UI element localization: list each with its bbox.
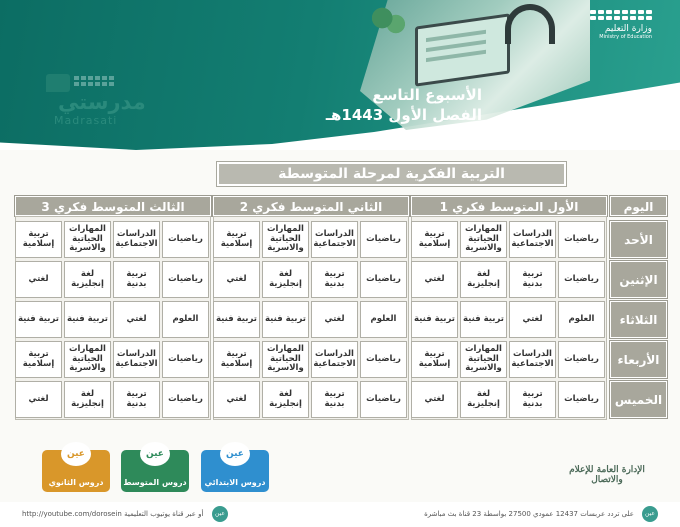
media-admin-logo: الإدارة العامة للإعلام والاتصال <box>569 465 645 485</box>
ain-youtube-icon: عين <box>212 506 228 522</box>
subject-cell: الدراسات الاجتماعية <box>113 221 160 258</box>
subject-cell: لغتي <box>113 301 160 338</box>
footer <box>0 502 680 527</box>
subject-cell: تربية بدنية <box>311 261 358 298</box>
subject-cell: تربية إسلامية <box>213 341 260 378</box>
subject-cell: لغتي <box>509 301 556 338</box>
secondary-lessons-label: دروس الثانوي <box>48 478 104 487</box>
week-title: الأسبوع التاسع <box>372 86 482 104</box>
subject-cell: الدراسات الاجتماعية <box>113 341 160 378</box>
group-header-grade2: الثاني المتوسط فكري 2 <box>213 196 409 216</box>
subject-cell: الدراسات الاجتماعية <box>509 341 556 378</box>
subject-cell: تربية فنية <box>460 301 507 338</box>
ministry-logo-mark <box>580 10 652 20</box>
subject-cell: رياضيات <box>360 261 407 298</box>
subject-cell: رياضيات <box>558 341 605 378</box>
subject-cell: المهارات الحياتية والاسرية <box>262 221 309 258</box>
group-header-grade1: الأول المتوسط فكري 1 <box>411 196 607 216</box>
subject-cell: لغة إنجليزية <box>262 381 309 418</box>
subject-cell: المهارات الحياتية والاسرية <box>262 341 309 378</box>
ain-logo-icon: عين <box>220 442 250 466</box>
day-label: الإثنين <box>610 261 667 298</box>
subject-cell: العلوم <box>558 301 605 338</box>
subject-cell: لغتي <box>213 381 260 418</box>
subject-cell: لغتي <box>411 381 458 418</box>
primary-lessons-channel[interactable] <box>201 450 269 492</box>
subject-cell: رياضيات <box>162 341 209 378</box>
subject-cell: رياضيات <box>360 341 407 378</box>
subject-cell: لغة إنجليزية <box>64 381 111 418</box>
middle-lessons-label: دروس المتوسط <box>123 478 187 487</box>
day-label: الأحد <box>610 221 667 258</box>
day-label: الأربعاء <box>610 341 667 378</box>
subject-cell: رياضيات <box>162 261 209 298</box>
subject-cell: العلوم <box>360 301 407 338</box>
ain-logo-icon: عين <box>140 442 170 466</box>
subject-cell: تربية بدنية <box>113 381 160 418</box>
subject-cell: تربية إسلامية <box>411 341 458 378</box>
subject-cell: الدراسات الاجتماعية <box>311 341 358 378</box>
subject-cell: تربية إسلامية <box>411 221 458 258</box>
ain-logo-icon: عين <box>61 442 91 466</box>
subject-cell: لغتي <box>311 301 358 338</box>
day-column-header: اليوم <box>610 196 667 216</box>
subject-cell: لغتي <box>411 261 458 298</box>
ministry-name-en: Ministry of Education <box>599 34 652 40</box>
ain-tv-icon: عين <box>642 506 658 522</box>
subject-cell: تربية بدنية <box>509 261 556 298</box>
schedule-title: التربية الفكرية لمرحلة المتوسطة <box>217 162 566 186</box>
subject-cell: المهارات الحياتية والاسرية <box>64 341 111 378</box>
subject-cell: لغة إنجليزية <box>460 261 507 298</box>
ministry-name-ar: وزارة التعليم <box>604 24 652 34</box>
subject-cell: تربية إسلامية <box>15 221 62 258</box>
subject-cell: تربية فنية <box>64 301 111 338</box>
subject-cell: رياضيات <box>558 381 605 418</box>
subject-cell: رياضيات <box>360 221 407 258</box>
subject-cell: تربية إسلامية <box>213 221 260 258</box>
subject-cell: المهارات الحياتية والاسرية <box>460 341 507 378</box>
subject-cell: تربية بدنية <box>311 381 358 418</box>
subject-cell: رياضيات <box>558 221 605 258</box>
madrasati-name-ar: مدرستي <box>58 90 146 114</box>
subject-cell: رياضيات <box>162 221 209 258</box>
day-label: الخميس <box>610 381 667 418</box>
subject-cell: رياضيات <box>558 261 605 298</box>
plant-image <box>372 2 406 42</box>
term-title: الفصل الأول 1443هـ <box>325 106 482 124</box>
subject-cell: لغة إنجليزية <box>460 381 507 418</box>
youtube-channel-link[interactable]: http://youtube.com/dorosein أو عبر قناة يوتيوب التعليمية <box>22 510 204 518</box>
subject-cell: لغتي <box>213 261 260 298</box>
subject-cell: لغة إنجليزية <box>64 261 111 298</box>
subject-cell: تربية بدنية <box>113 261 160 298</box>
primary-lessons-label: دروس الابتدائي <box>204 478 266 487</box>
subject-cell: المهارات الحياتية والاسرية <box>64 221 111 258</box>
subject-cell: رياضيات <box>360 381 407 418</box>
subject-cell: تربية فنية <box>262 301 309 338</box>
subject-cell: الدراسات الاجتماعية <box>311 221 358 258</box>
group-header-grade3: الثالث المتوسط فكري 3 <box>15 196 211 216</box>
day-label: الثلاثاء <box>610 301 667 338</box>
subject-cell: تربية فنية <box>213 301 260 338</box>
subject-cell: المهارات الحياتية والاسرية <box>460 221 507 258</box>
subject-cell: تربية فنية <box>411 301 458 338</box>
subject-cell: لغتي <box>15 381 62 418</box>
subject-cell: تربية إسلامية <box>15 341 62 378</box>
subject-cell: الدراسات الاجتماعية <box>509 221 556 258</box>
satellite-frequency-text: على تردد عربسات 12437 عمودي 27500 بواسطة 23 قناة بث مباشرة <box>424 510 634 518</box>
subject-cell: العلوم <box>162 301 209 338</box>
ministry-logo <box>580 10 652 48</box>
subject-cell: تربية بدنية <box>509 381 556 418</box>
subject-cell: تربية فنية <box>15 301 62 338</box>
secondary-lessons-channel[interactable] <box>42 450 110 492</box>
subject-cell: رياضيات <box>162 381 209 418</box>
subject-cell: لغة إنجليزية <box>262 261 309 298</box>
subject-cell: لغتي <box>15 261 62 298</box>
madrasati-name-en: Madrasati <box>54 114 118 127</box>
middle-lessons-channel[interactable] <box>121 450 189 492</box>
madrasati-logo <box>40 70 146 127</box>
